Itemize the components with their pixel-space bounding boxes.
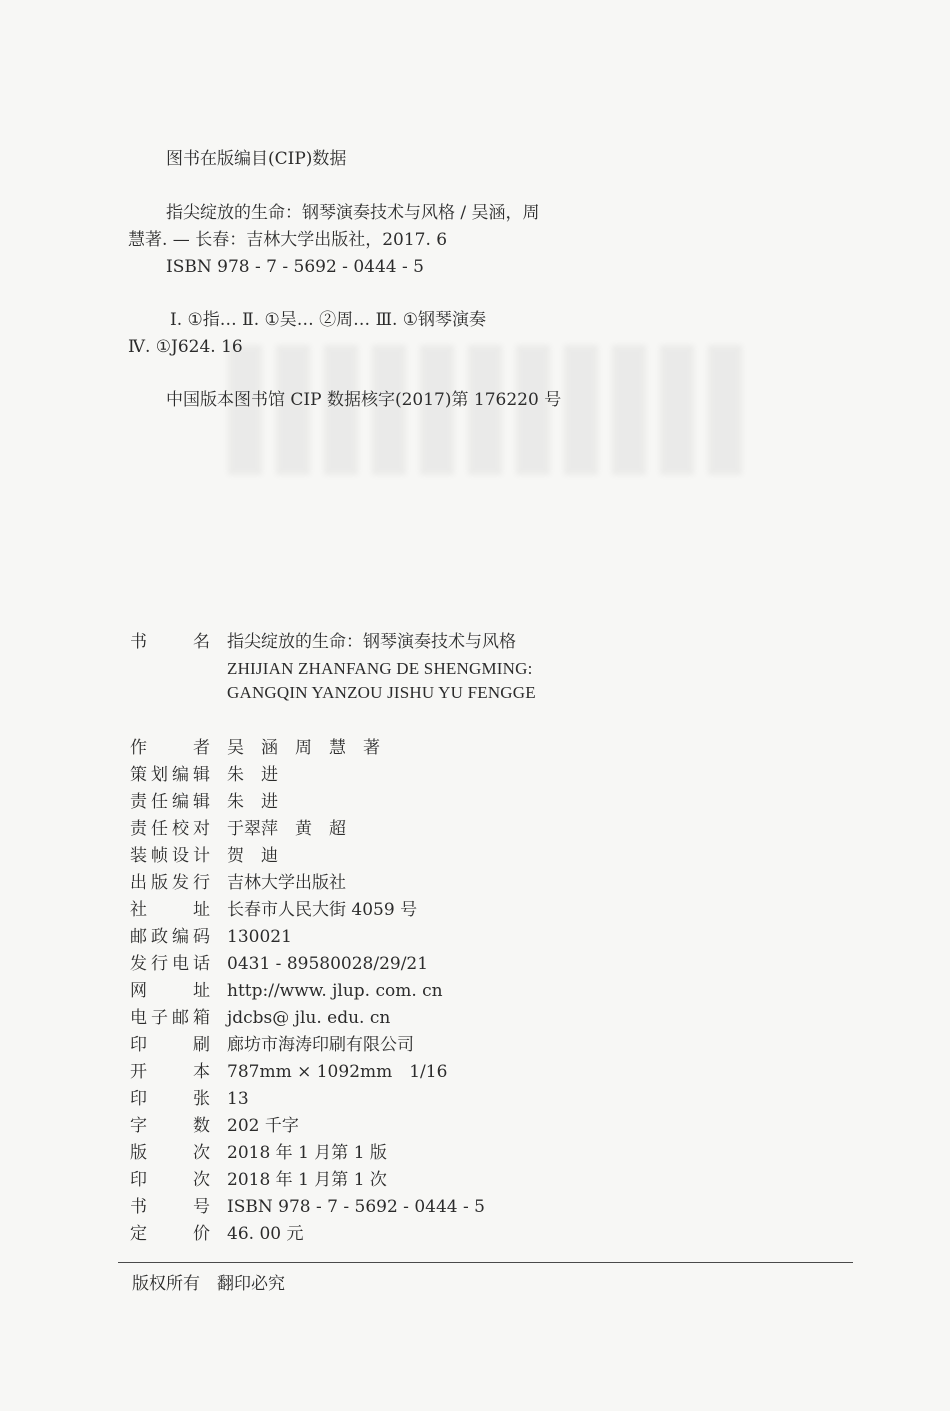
detail-label: 印张 xyxy=(130,1089,210,1109)
detail-label: 印次 xyxy=(130,1170,210,1190)
cip-heading: 图书在版编目(CIP)数据 xyxy=(166,149,347,169)
title-pinyin-1: ZHIJIAN ZHANFANG DE SHENGMING: xyxy=(227,659,533,678)
cip-line-1: 指尖绽放的生命：钢琴演奏技术与风格 / 吴涵，周 xyxy=(166,203,540,223)
cip-record-number: 中国版本图书馆 CIP 数据核字(2017)第 176220 号 xyxy=(166,390,562,410)
detail-value: 于翠萍 黄 超 xyxy=(227,819,346,839)
detail-value: 贺 迪 xyxy=(227,846,278,866)
title-pinyin-2: GANGQIN YANZOU JISHU YU FENGGE xyxy=(227,683,536,702)
detail-value: 吉林大学出版社 xyxy=(227,873,346,893)
detail-label: 书号 xyxy=(130,1197,210,1217)
detail-value: 202 千字 xyxy=(227,1116,299,1136)
copyright-notice: 版权所有 翻印必究 xyxy=(132,1274,285,1294)
detail-value: 2018 年 1 月第 1 版 xyxy=(227,1143,387,1163)
detail-value: http://www. jlup. com. cn xyxy=(227,981,443,1001)
detail-value: 朱 进 xyxy=(227,765,278,785)
detail-label: 开本 xyxy=(130,1062,210,1082)
detail-label: 责任校对 xyxy=(130,819,210,839)
title-label: 书名 xyxy=(130,632,210,652)
detail-value: 130021 xyxy=(227,927,292,947)
cip-classification: Ⅰ. ①指… Ⅱ. ①吴… ②周… Ⅲ. ①钢琴演奏 xyxy=(170,310,487,330)
title-value: 指尖绽放的生命：钢琴演奏技术与风格 xyxy=(227,632,516,652)
detail-value: jdcbs@ jlu. edu. cn xyxy=(227,1008,391,1028)
detail-label: 版次 xyxy=(130,1143,210,1163)
divider-rule xyxy=(118,1262,853,1263)
detail-label: 发行电话 xyxy=(130,954,210,974)
cip-classification-cont: Ⅳ. ①J624. 16 xyxy=(128,337,243,357)
detail-value: 0431 - 89580028/29/21 xyxy=(227,954,429,974)
detail-label: 字数 xyxy=(130,1116,210,1136)
detail-label: 出版发行 xyxy=(130,873,210,893)
detail-value: 46. 00 元 xyxy=(227,1224,304,1244)
cip-isbn: ISBN 978 - 7 - 5692 - 0444 - 5 xyxy=(166,257,424,277)
detail-label: 装帧设计 xyxy=(130,846,210,866)
detail-value: 吴 涵 周 慧 著 xyxy=(227,738,380,758)
detail-label: 邮政编码 xyxy=(130,927,210,947)
detail-label: 责任编辑 xyxy=(130,792,210,812)
detail-value: 朱 进 xyxy=(227,792,278,812)
detail-label: 策划编辑 xyxy=(130,765,210,785)
detail-value: 2018 年 1 月第 1 次 xyxy=(227,1170,387,1190)
detail-value: 787mm × 1092mm 1/16 xyxy=(227,1062,448,1082)
detail-label: 网址 xyxy=(130,981,210,1001)
detail-label: 作者 xyxy=(130,738,210,758)
detail-value: ISBN 978 - 7 - 5692 - 0444 - 5 xyxy=(227,1197,485,1217)
detail-value: 长春市人民大街 4059 号 xyxy=(227,900,418,920)
detail-label: 定价 xyxy=(130,1224,210,1244)
detail-value: 廊坊市海涛印刷有限公司 xyxy=(227,1035,414,1055)
detail-label: 社址 xyxy=(130,900,210,920)
cip-line-2: 慧著. — 长春：吉林大学出版社，2017. 6 xyxy=(128,230,448,250)
detail-label: 印刷 xyxy=(130,1035,210,1055)
detail-label: 电子邮箱 xyxy=(130,1008,210,1028)
detail-value: 13 xyxy=(227,1089,249,1109)
